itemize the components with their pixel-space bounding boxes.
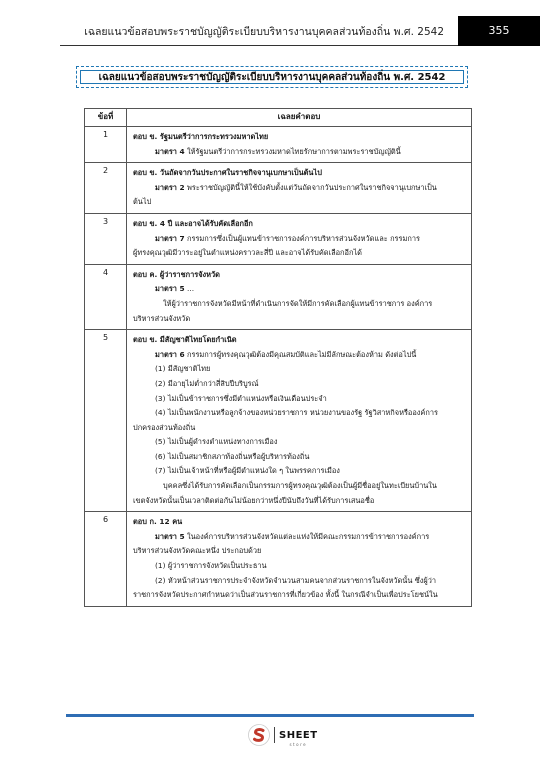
explanation-text: (7) ไม่เป็นเจ้าหน้าที่หรือผู้มีตำแหน่งใด ๆ ในพรรคการเมือง bbox=[155, 466, 340, 476]
explanation-line bbox=[133, 421, 465, 436]
explanation-text: ให้รัฐมนตรีว่าการกระทรวงมหาดไทยรักษาการตามพระราชบัญญัตินี้ bbox=[184, 146, 401, 156]
answer-choice: ตอบ ค. ผู้ว่าราชการจังหวัด bbox=[133, 269, 220, 279]
answer-table bbox=[84, 108, 472, 607]
explanation-text: ราชการจังหวัดประกาศกำหนดว่าเป็นส่วนราชการที่เกี่ยวข้อง ทั้งนี้ ในกรณีจำเป็นเพื่อประโยชน์ใน bbox=[133, 590, 438, 600]
column-header-no: ข้อที่ bbox=[85, 109, 127, 127]
section-ref: มาตรา 5 bbox=[155, 531, 185, 541]
table-row bbox=[85, 127, 472, 163]
answer-cell bbox=[127, 163, 472, 214]
header-title: เฉลยแนวข้อสอบพระราชบัญญัติระเบียบบริหารงานบุคคลส่วนท้องถิ่น พ.ศ. 2542 bbox=[84, 26, 444, 38]
table-header-row bbox=[85, 109, 472, 127]
explanation-text: (2) หัวหน้าส่วนราชการประจำจังหวัดจำนวนสามคนจากส่วนราชการในจังหวัดนั้น ซึ่งผู้ว่า bbox=[155, 575, 437, 585]
question-number: 1 bbox=[85, 127, 127, 163]
table-row bbox=[85, 213, 472, 264]
section-ref: มาตรา 7 bbox=[155, 233, 185, 243]
explanation-text: ต้นไป bbox=[133, 197, 152, 207]
explanation-text: (6) ไม่เป็นสมาชิกสภาท้องถิ่นหรือผู้บริหารท้องถิ่น bbox=[155, 451, 310, 461]
explanation-text: พระราชบัญญัตินี้ให้ใช้บังคับตั้งแต่วันถัดจากวันประกาศในราชกิจจานุเบกษาเป็น bbox=[184, 182, 437, 192]
explanation-line bbox=[133, 530, 465, 545]
question-number: 4 bbox=[85, 264, 127, 329]
logo-subtext: store bbox=[289, 742, 308, 747]
column-header-answer: เฉลยคำตอบ bbox=[127, 109, 472, 127]
explanation-line bbox=[133, 464, 465, 479]
answer-cell bbox=[127, 330, 472, 512]
explanation-line bbox=[133, 232, 465, 247]
answer-choice: ตอบ ข. มีสัญชาติไทยโดยกำเนิด bbox=[133, 335, 237, 345]
explanation-text: บุคคลซึ่งได้รับการคัดเลือกเป็นกรรมการผู้ทรงคุณวุฒิต้องเป็นผู้มีชื่ออยู่ในทะเบียนบ้านใน bbox=[163, 481, 437, 491]
table-row bbox=[85, 330, 472, 512]
explanation-line bbox=[133, 312, 465, 327]
explanation-line bbox=[133, 588, 465, 603]
explanation-text: กรรมการผู้ทรงคุณวุฒิต้องมีคุณสมบัติและไม่มีลักษณะต้องห้าม ดังต่อไปนี้ bbox=[184, 349, 417, 359]
explanation-line bbox=[133, 450, 465, 465]
page-number: 355 bbox=[458, 16, 540, 46]
logo-text: SHEET bbox=[279, 730, 318, 741]
explanation-line bbox=[133, 195, 465, 210]
answer-cell bbox=[127, 127, 472, 163]
section-banner bbox=[76, 66, 468, 88]
answer-cell bbox=[127, 264, 472, 329]
question-number: 6 bbox=[85, 512, 127, 607]
explanation-line bbox=[133, 392, 465, 407]
question-number: 5 bbox=[85, 330, 127, 512]
explanation-line bbox=[133, 574, 465, 589]
header-rule bbox=[60, 45, 458, 46]
explanation-text: เขตจังหวัดนั้นเป็นเวลาติดต่อกันไม่น้อยกว่าหนึ่งปีนับถึงวันที่ได้รับการเสนอชื่อ bbox=[133, 495, 375, 505]
explanation-line bbox=[133, 544, 465, 559]
table-row bbox=[85, 264, 472, 329]
explanation-text: ให้ผู้ว่าราชการจังหวัดมีหน้าที่ดำเนินการจัดให้มีการคัดเลือกผู้แทนข้าราชการ องค์การ bbox=[163, 298, 433, 308]
explanation-line bbox=[133, 348, 465, 363]
explanation-line bbox=[133, 297, 465, 312]
explanation-text: กรรมการซึ่งเป็นผู้แทนข้าราชการองค์การบริหารส่วนจังหวัดและ กรรมการ bbox=[184, 233, 420, 243]
answer-choice: ตอบ ข. รัฐมนตรีว่าการกระทรวงมหาดไทย bbox=[133, 132, 269, 141]
explanation-line bbox=[133, 435, 465, 450]
brand-logo bbox=[248, 722, 318, 748]
explanation-line bbox=[133, 246, 465, 261]
footer-rule bbox=[66, 714, 474, 717]
logo-wordmark bbox=[279, 723, 318, 747]
answer-cell bbox=[127, 512, 472, 607]
page-header bbox=[0, 0, 540, 52]
explanation-line bbox=[133, 559, 465, 574]
explanation-line bbox=[133, 145, 465, 160]
section-ref: มาตรา 5 bbox=[155, 284, 185, 294]
explanation-text: ผู้ทรงคุณวุฒิมีวาระอยู่ในตำแหน่งคราวละสี่ปี และอาจได้รับคัดเลือกอีกได้ bbox=[133, 248, 362, 258]
answer-cell bbox=[127, 213, 472, 264]
table-row bbox=[85, 163, 472, 214]
sheet-logo-icon bbox=[248, 724, 270, 746]
explanation-line bbox=[133, 282, 465, 297]
explanation-line bbox=[133, 479, 465, 494]
answer-choice: ตอบ ข. 4 ปี และอาจได้รับคัดเลือกอีก bbox=[133, 218, 253, 228]
explanation-text: ปกครองส่วนท้องถิ่น bbox=[133, 422, 196, 432]
logo-divider bbox=[274, 727, 275, 743]
answer-choice: ตอบ ก. 12 คน bbox=[133, 517, 183, 527]
explanation-text: (1) มีสัญชาติไทย bbox=[155, 364, 211, 374]
section-ref: มาตรา 4 bbox=[155, 146, 185, 156]
explanation-text: (2) มีอายุไม่ต่ำกว่าสี่สิบปีบริบูรณ์ bbox=[155, 378, 259, 388]
explanation-line bbox=[133, 362, 465, 377]
section-ref: มาตรา 6 bbox=[155, 349, 185, 359]
question-number: 2 bbox=[85, 163, 127, 214]
section-ref: มาตรา 2 bbox=[155, 182, 185, 192]
explanation-text: บริหารส่วนจังหวัดคณะหนึ่ง ประกอบด้วย bbox=[133, 546, 262, 556]
explanation-text: ... bbox=[184, 284, 195, 294]
explanation-line bbox=[133, 406, 465, 421]
explanation-text: (3) ไม่เป็นข้าราชการซึ่งมีตำแหน่งหรือเงินเดือนประจำ bbox=[155, 393, 327, 403]
explanation-text: (1) ผู้ว่าราชการจังหวัดเป็นประธาน bbox=[155, 561, 267, 571]
explanation-text: (4) ไม่เป็นพนักงานหรือลูกจ้างของหน่วยราชการ หน่วยงานของรัฐ รัฐวิสาหกิจหรือองค์การ bbox=[155, 408, 438, 418]
question-number: 3 bbox=[85, 213, 127, 264]
explanation-text: (5) ไม่เป็นผู้ดำรงตำแหน่งทางการเมือง bbox=[155, 437, 278, 447]
explanation-line bbox=[133, 377, 465, 392]
answer-choice: ตอบ ข. วันถัดจากวันประกาศในราชกิจจานุเบกษาเป็นต้นไป bbox=[133, 168, 322, 178]
explanation-text: บริหารส่วนจังหวัด bbox=[133, 313, 191, 323]
banner-title: เฉลยแนวข้อสอบพระราชบัญญัติระเบียบบริหารงานบุคคลส่วนท้องถิ่น พ.ศ. 2542 bbox=[80, 70, 464, 84]
explanation-line bbox=[133, 181, 465, 196]
explanation-text: ในองค์การบริหารส่วนจังหวัดแต่ละแห่งให้มีคณะกรรมการข้าราชการองค์การ bbox=[184, 531, 430, 541]
table-row bbox=[85, 512, 472, 607]
explanation-line bbox=[133, 494, 465, 509]
